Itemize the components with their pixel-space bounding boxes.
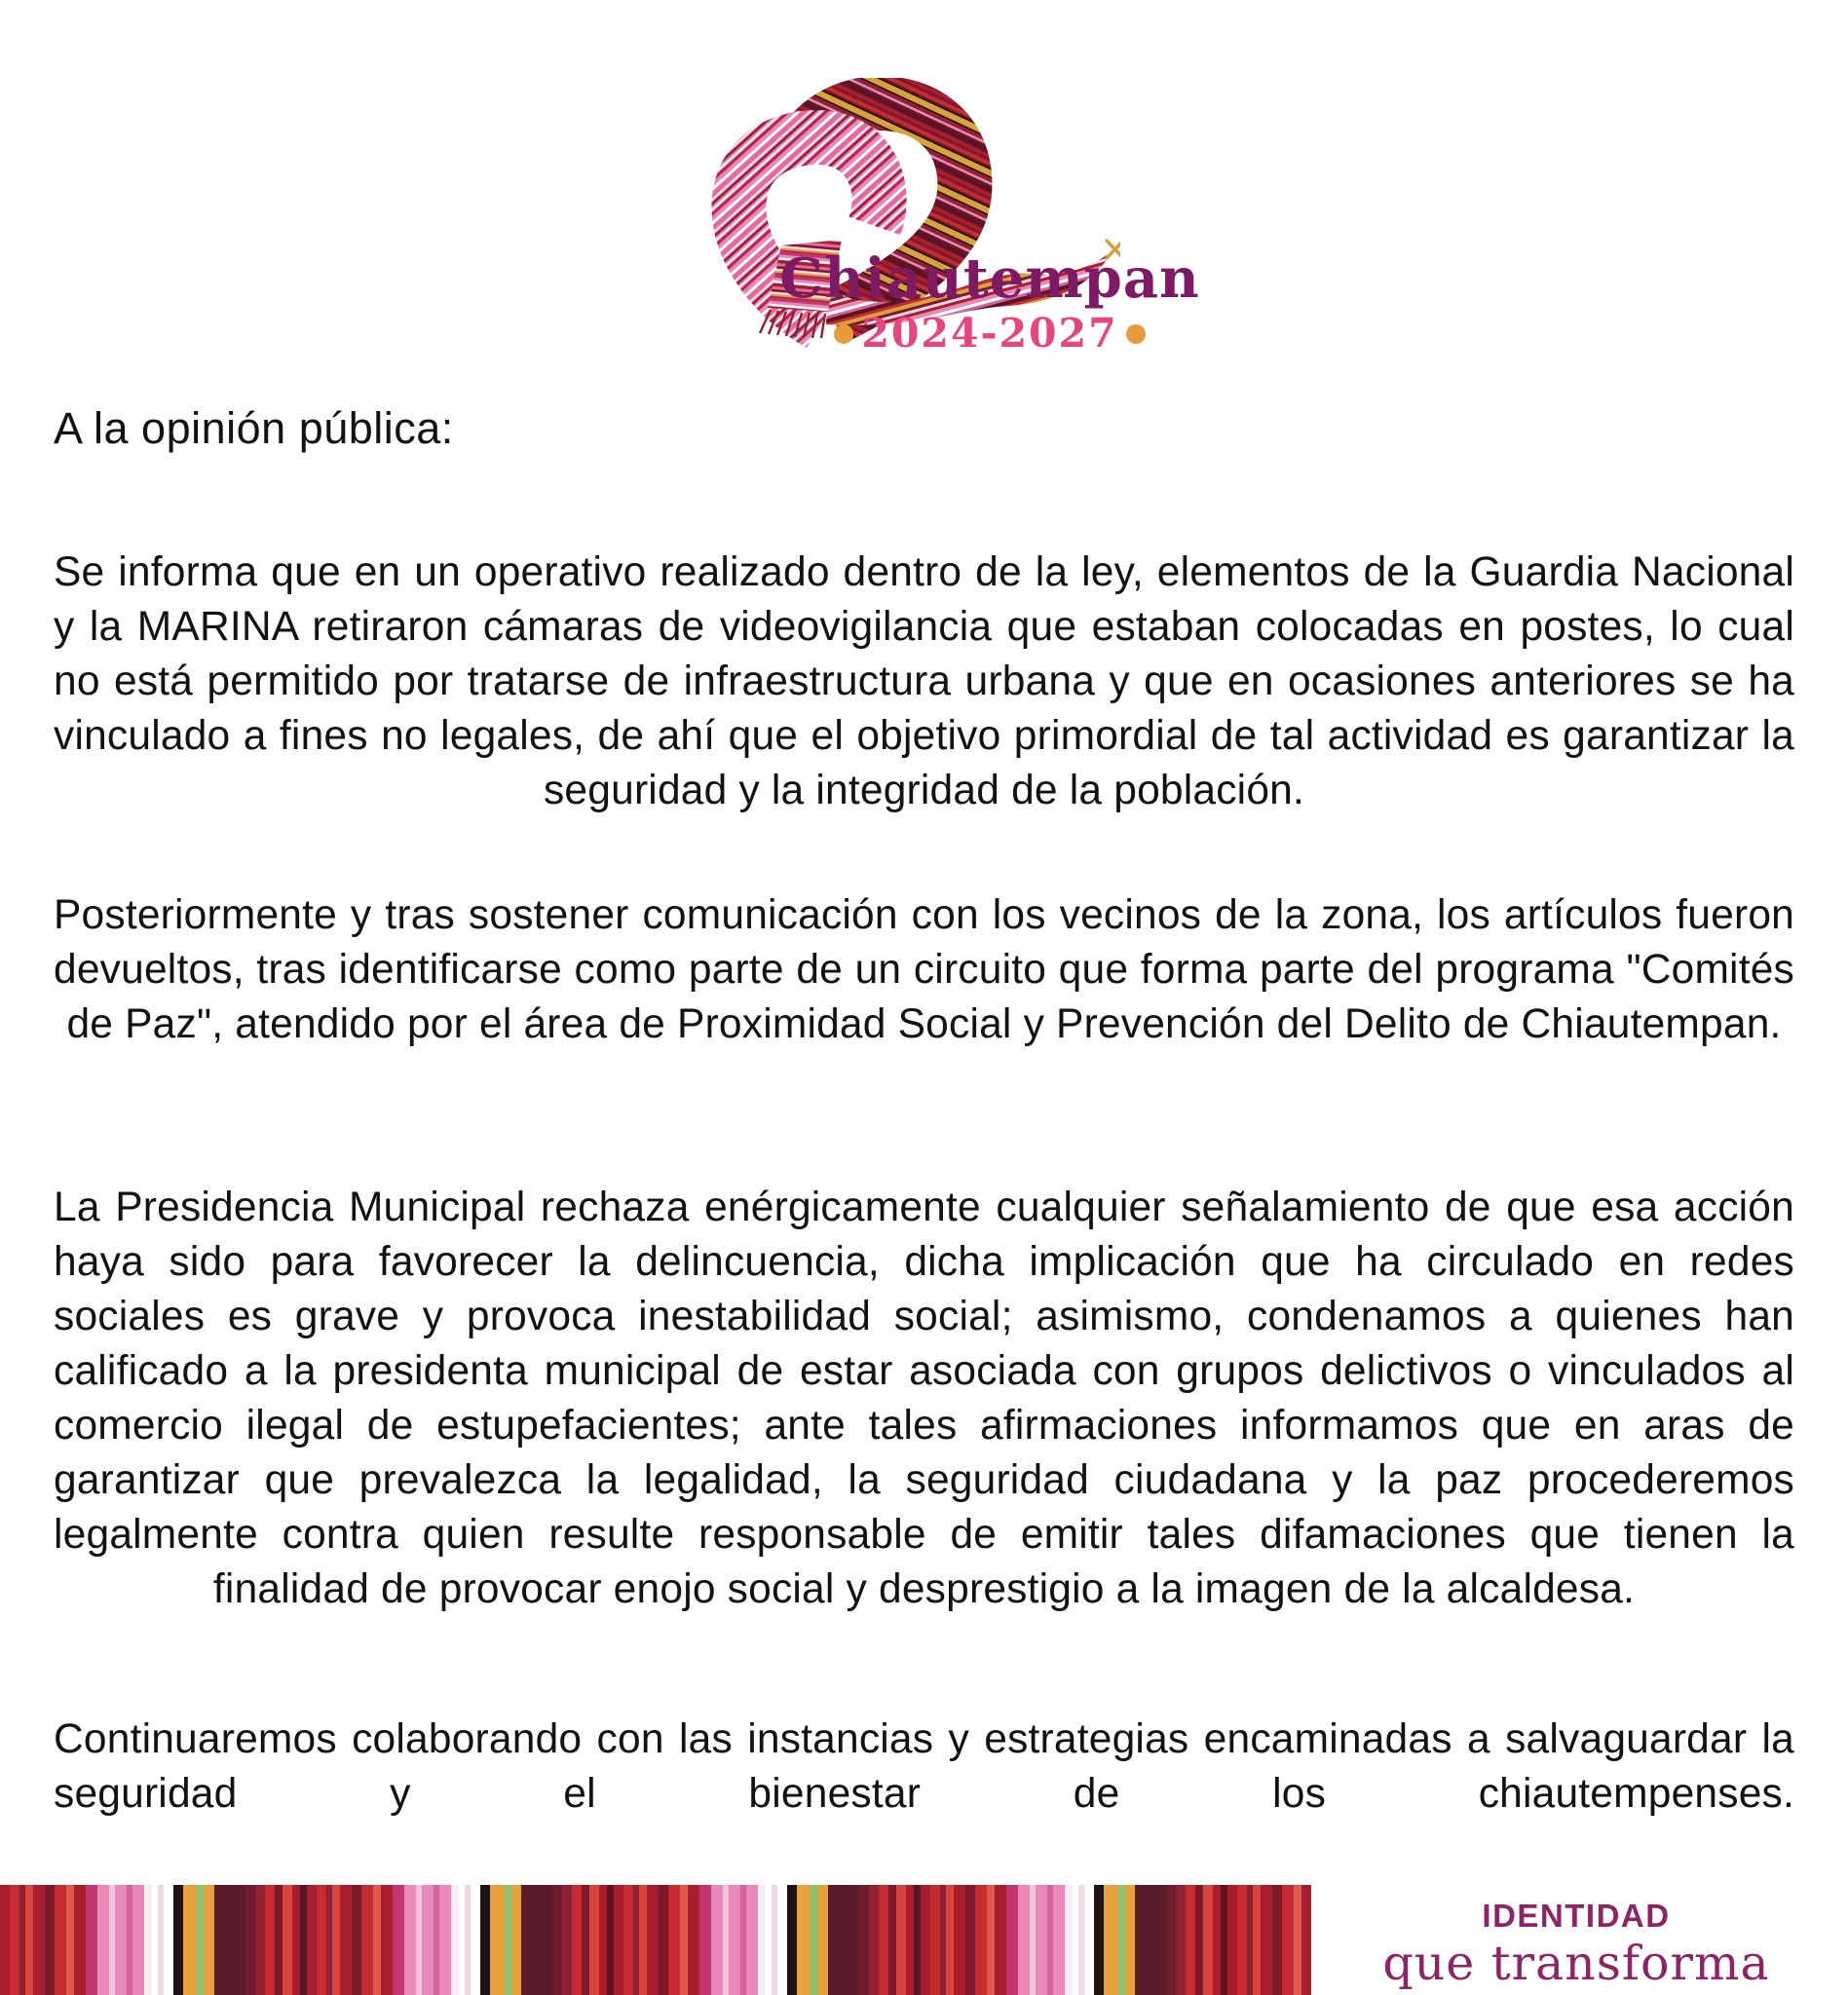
statement-paragraph-3: La Presidencia Municipal rechaza enérgicamente cualquier señalamiento de que esa acción haya sido para favorecer la delincuencia, dicha implicación que ha circulado en redes sociales es grave y provoca inestabilidad social; asimismo, condenamos a quienes han calificado a la presidenta municipal de estar asociada con grupos delictivos o vinculados al comercio ilegal de estupefacientes; ante tales afirmaciones informamos que en aras de garantizar que prevalezca la legalidad, la seguridad ciudadana y la paz procederemos legalmente contra quien resulte responsable de emitir tales difamaciones que tienen la finalidad de provocar enojo social y desprestigio a la imagen de la alcaldesa. [54, 1185, 1794, 1612]
slogan-identidad: IDENTIDAD [1482, 1898, 1671, 1934]
term-dot-right [1126, 324, 1146, 344]
term-years-text: 2024-2027 [861, 310, 1118, 357]
logo-city-name: Chiautempan [779, 246, 1200, 311]
salutation-line: A la opinión pública: [54, 403, 454, 453]
statement-paragraph-2: Posteriormente y tras sostener comunicación con los vecinos de la zona, los artículos fueron devueltos, tras identificarse como parte de un circuito que forma parte del programa "Comités de Paz", atendido por el área de Proximidad Social y Prevención del Delito de Chiautempan. [54, 892, 1794, 1047]
statement-paragraph-1: Se informa que en un operativo realizado dentro de la ley, elementos de la Guardia Nacional y la MARINA retiraron cámaras de videovigilancia que estaban colocadas en postes, lo cual no está permitido por tratarse de infraestructura urbana y que en ocasiones anteriores se ha vinculado a fines no legales, de ahí que el objetivo primordial de tal actividad es garantizar la seguridad y la integridad de la población. [54, 549, 1794, 813]
serape-stripe-band [0, 1885, 1311, 1995]
municipal-logo-wordmark [672, 246, 1307, 357]
footer-slogan [1327, 1898, 1826, 1991]
term-dot-left [834, 324, 853, 344]
logo-term-years [672, 310, 1307, 357]
statement-paragraph-4: Continuaremos colaborando con las instancias y estrategias encaminadas a salvaguardar la seguridad y el bienestar de los chiautempenses. [54, 1716, 1794, 1817]
slogan-que-transforma: que transforma [1382, 1936, 1770, 1991]
